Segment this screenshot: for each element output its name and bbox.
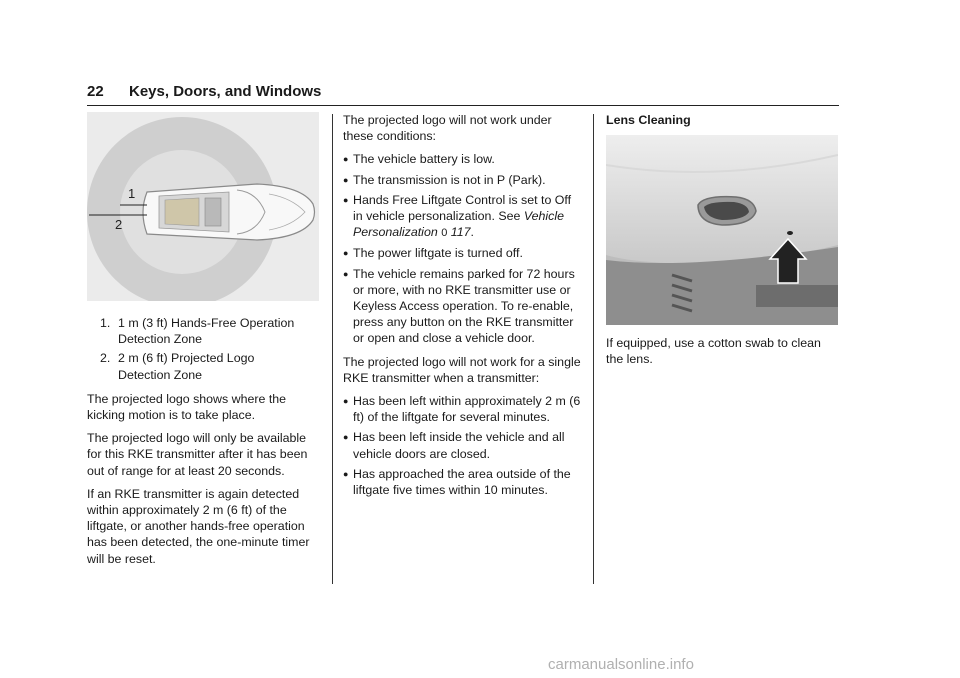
legend-text: Detection Zone (118, 332, 203, 347)
list-item: ● Has been left within approximately 2 m (6 ft) of the liftgate for several minutes. (343, 394, 581, 425)
page-reference-icon: 0 (441, 227, 448, 240)
column-divider-right (593, 114, 594, 584)
column-1 (87, 112, 320, 574)
bullet-icon: ● (343, 268, 349, 279)
list-item: ● The power liftgate is turned off. (343, 246, 523, 261)
list-item: ● The vehicle battery is low. (343, 152, 495, 167)
conditions-list (343, 151, 583, 346)
list-item: ● The vehicle remains parked for 72 hours or more, with no RKE transmitter use or Keyless Access operation. To re-enable, press any button on the RKE transmitter or open and close a vehicle door. (343, 266, 575, 346)
page-number: 22 (87, 83, 104, 100)
bullet-icon: ● (343, 396, 349, 407)
bullet-icon: ● (343, 248, 349, 259)
zone-label-2: 2 (115, 217, 123, 232)
legend-item (100, 350, 320, 382)
legend-number: 1. (100, 316, 111, 330)
legend-item (100, 315, 320, 347)
paragraph: The projected logo will only be available for this RKE transmitter after it has been out of range for at least 20 seconds. (87, 431, 308, 478)
bullet-icon: ● (343, 432, 349, 443)
bullet-icon: ● (343, 194, 349, 205)
paragraph: The projected logo will not work under these conditions: (343, 113, 552, 144)
list-item: ● The transmission is not in P (Park). (343, 172, 546, 187)
legend-text: 2 m (6 ft) Projected Logo (118, 351, 255, 366)
detection-zone-figure (87, 112, 319, 301)
paragraph: If an RKE transmitter is again detected within approximately 2 m (6 ft) of the liftgate, or another hands-free operation has been detected, the one-minute timer will be reset. (87, 486, 310, 566)
paragraph: The projected logo shows where the kicking motion is to take place. (87, 391, 287, 423)
paragraph: If equipped, use a cotton swab to clean the lens. (606, 336, 821, 367)
section-title: Keys, Doors, and Windows (129, 83, 322, 100)
page-header (87, 83, 839, 106)
bullet-icon: ● (343, 174, 349, 185)
list-item: ● Has approached the area outside of the liftgate five times within 10 minutes. (343, 466, 571, 498)
bullet-icon: ● (343, 468, 349, 479)
exhaust-tip-icon (698, 197, 756, 225)
legend-text: Detection Zone (118, 367, 203, 382)
list-item: ● Has been left inside the vehicle and all vehicle doors are closed. (343, 430, 565, 461)
vehicle-top-view-icon (143, 184, 315, 240)
legend-text: 1 m (3 ft) Hands-Free Operation (118, 316, 295, 330)
page-reference-number[interactable]: 117 (450, 225, 471, 240)
watermark: carmanualsonline.info (548, 656, 694, 673)
column-2 (343, 112, 583, 505)
list-item: ● Hands Free Liftgate Control is set to Off in vehicle personalization. See Vehicle Personalization 0 117. (343, 192, 583, 242)
zone-label-1: 1 (128, 186, 136, 201)
cross-reference-link[interactable]: Vehicle Personalization (353, 209, 565, 240)
column-divider-left (332, 114, 333, 584)
transmitter-conditions-list (343, 393, 583, 498)
figure-legend (87, 315, 320, 383)
lens-location-figure (606, 135, 838, 325)
column-3 (606, 112, 839, 375)
section-heading: Lens Cleaning (606, 113, 691, 127)
legend-number: 2. (100, 351, 111, 366)
bullet-icon: ● (343, 154, 349, 165)
paragraph: The projected logo will not work for a single RKE transmitter when a transmitter: (343, 354, 581, 385)
